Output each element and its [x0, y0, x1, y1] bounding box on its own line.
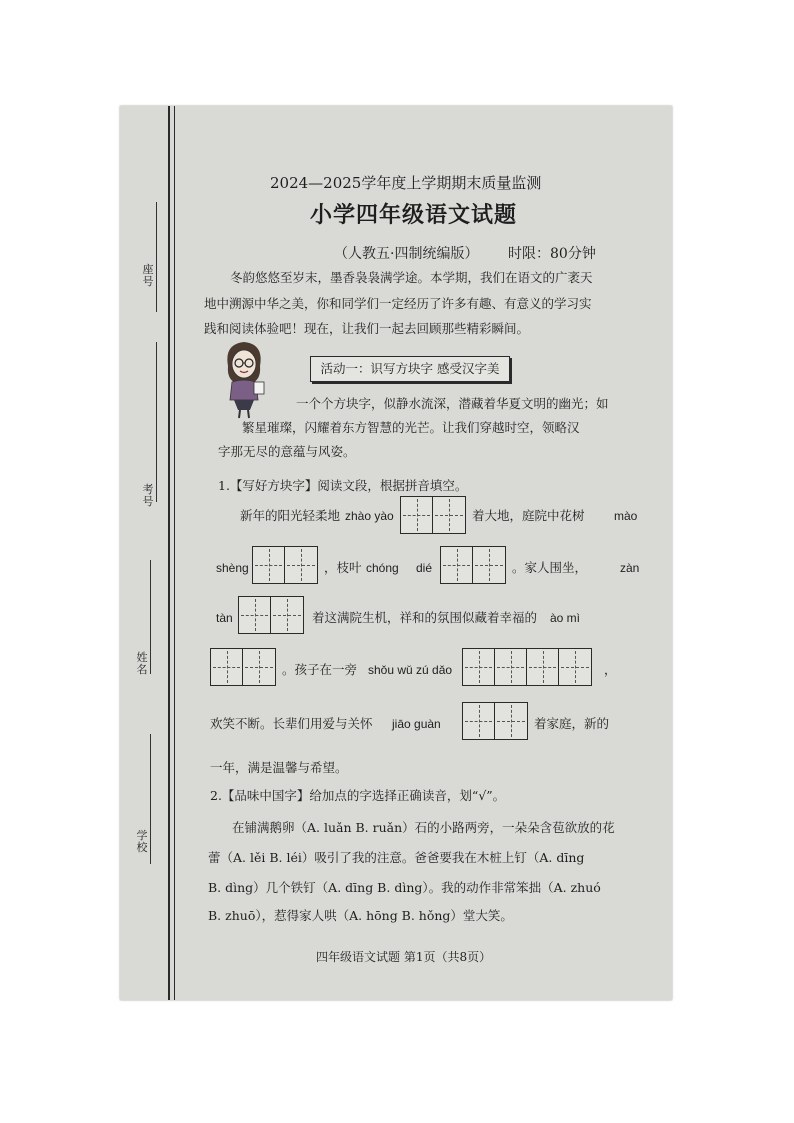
- activity-line-2: 繁星璀璨，闪耀着东方智慧的光芒。让我们穿越时空，领略汉: [242, 420, 580, 435]
- pinyin-die: dié: [416, 561, 433, 575]
- exam-no-label: 考号: [142, 483, 154, 508]
- answer-box-3[interactable]: [440, 546, 506, 584]
- binding-line-inner: [174, 106, 175, 1000]
- q2-line-3: B. dìng）几个铁钉（A. dīng B. dìng）。我的动作非常笨拙（A. zhuó: [208, 880, 601, 895]
- pinyin-mao: mào: [614, 509, 638, 523]
- seat-label: 座号: [142, 263, 154, 288]
- pinyin-zhaoyao: zhào yào: [345, 509, 394, 523]
- q1-text-2b: 。家人围坐，: [512, 560, 588, 575]
- answer-box-5[interactable]: [210, 648, 276, 686]
- binding-line-outer: [168, 106, 170, 1000]
- q1-text-6: 一年，满是温馨与希望。: [210, 760, 348, 775]
- time-limit-label: 时限：80分钟: [508, 246, 596, 262]
- q1-text-5b: 着家庭，新的: [534, 716, 610, 731]
- answer-box-1[interactable]: [400, 496, 466, 534]
- pinyin-tan: tàn: [216, 611, 233, 625]
- q1-text-1b: 着大地，庭院中花树: [472, 508, 585, 523]
- page-footer: 四年级语文试题 第1页（共8页）: [316, 950, 492, 964]
- q2-line-1: 在铺满鹅卵（A. luǎn B. ruǎn）石的小路两旁，一朵朵含苞欲放的花: [232, 820, 615, 835]
- intro-line-1: 冬韵悠悠至岁末，墨香袅袅满学途。本学期，我们在语文的广袤天: [230, 270, 593, 285]
- pinyin-jiaoguan: jiāo guàn: [392, 717, 441, 731]
- activity-banner: [310, 356, 510, 382]
- answer-box-2[interactable]: [252, 546, 318, 584]
- exam-year-title: 2024—2025学年度上学期期末质量监测: [270, 174, 542, 192]
- pinyin-aomi: ào mì: [550, 611, 581, 625]
- pinyin-chong: chóng: [366, 561, 399, 575]
- intro-line-3: 践和阅读体验吧！现在，让我们一起去回顾那些精彩瞬间。: [204, 321, 530, 336]
- exam-no-line: [156, 342, 157, 502]
- edition-label: （人教五·四制统编版）: [334, 246, 479, 262]
- pinyin-zan: zàn: [620, 561, 640, 575]
- intro-line-2: 地中溯源中华之美，你和同学们一定经历了许多有趣、有意义的学习实: [204, 296, 592, 311]
- exam-paper: [120, 106, 672, 1000]
- activity-line-1: 一个个方块字，似静水流深，潜藏着华夏文明的幽光；如: [296, 396, 609, 411]
- q1-text-4b: ，: [604, 662, 617, 677]
- answer-box-6[interactable]: [462, 648, 592, 686]
- pinyin-sheng: shèng: [216, 561, 249, 575]
- q1-text-2a: ，枝叶: [324, 560, 362, 575]
- answer-box-7[interactable]: [462, 702, 528, 740]
- q1-text-5a: 欢笑不断。长辈们用爱与关怀: [210, 716, 373, 731]
- school-label: 学校: [136, 829, 148, 854]
- teacher-illustration: [214, 338, 274, 420]
- q2-line-2: 蕾（A. lěi B. léi）吸引了我的注意。爸爸要我在木桩上钉（A. dīng: [208, 850, 585, 865]
- q2-line-4: B. zhuō），惹得家人哄（A. hōng B. hǒng）堂大笑。: [208, 908, 513, 923]
- q1-text-3a: 着这满院生机，祥和的氛围似藏着幸福的: [312, 610, 538, 625]
- pinyin-shouwuzudao: shǒu wǔ zú dǎo: [368, 663, 453, 677]
- q1-text-1a: 新年的阳光轻柔地: [240, 508, 341, 523]
- answer-box-4[interactable]: [238, 596, 304, 634]
- seat-line: [156, 202, 157, 312]
- activity-title: 活动一：识写方块字 感受汉字美: [320, 361, 500, 376]
- q1-label: 1.【写好方块字】阅读文段，根据拼音填空。: [218, 478, 468, 493]
- school-line: [150, 734, 151, 864]
- q1-text-4a: 。孩子在一旁: [282, 662, 358, 677]
- q2-label: 2.【品味中国字】给加点的字选择正确读音，划“√”。: [210, 788, 506, 803]
- name-label: 姓名: [136, 651, 148, 676]
- exam-main-title: 小学四年级语文试题: [310, 202, 518, 228]
- activity-line-3: 字那无尽的意蕴与风姿。: [218, 444, 356, 459]
- name-line: [150, 560, 151, 674]
